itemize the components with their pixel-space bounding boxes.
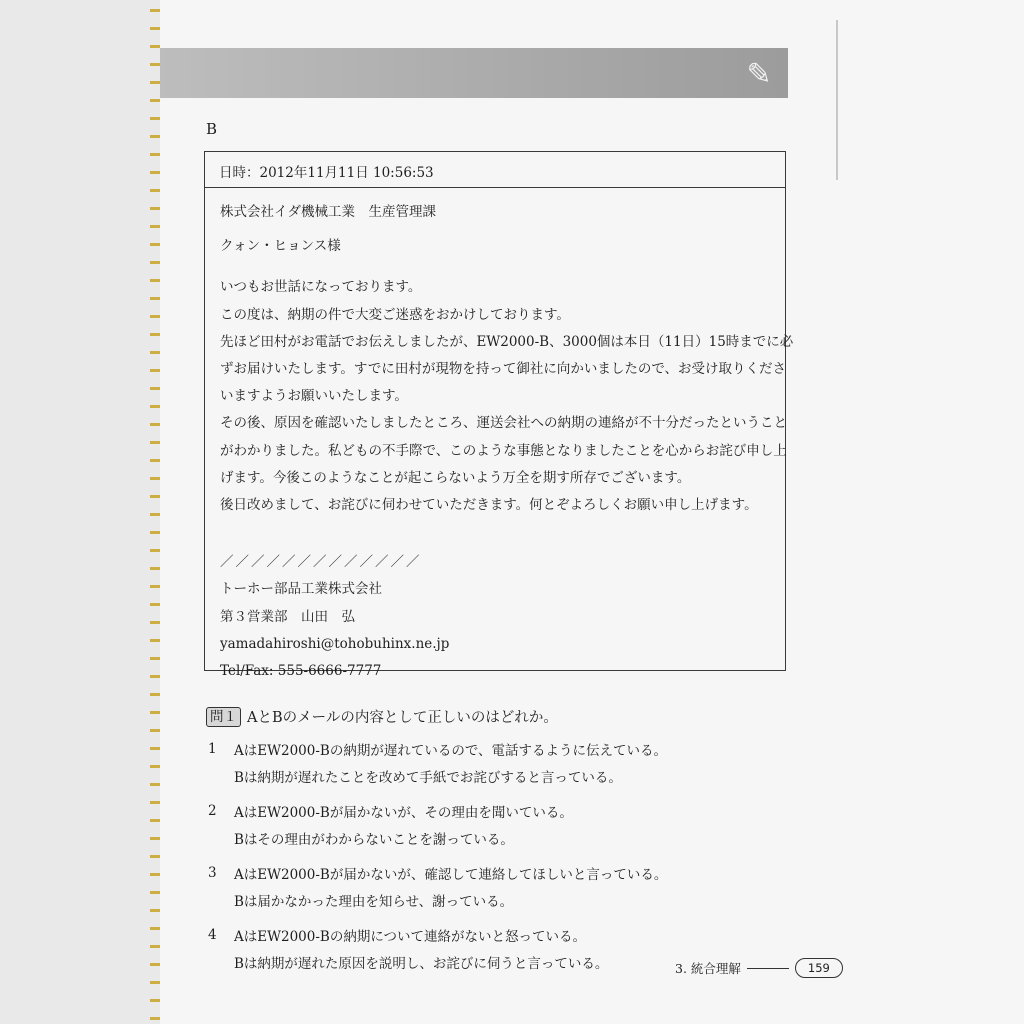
option-a-text: AはEW2000-Bの納期について連絡がないと怒っている。 <box>234 928 587 945</box>
option-a-text: AはEW2000-Bが届かないが、確認して連絡してほしいと言っている。 <box>234 866 668 883</box>
signature-tel-fax: Tel/Fax: 555-6666-7777 <box>220 663 382 680</box>
recipient-name: クォン・ヒョンス様 <box>220 238 341 255</box>
question <box>206 706 558 727</box>
option-b-text: Bは納期が遅れたことを改めて手紙でお詫びすると言っている。 <box>234 769 622 786</box>
option-number: 2 <box>208 802 217 819</box>
body-line: いつもお世話になっております。 <box>220 279 422 296</box>
body-line: いますようお願いいたします。 <box>220 388 408 405</box>
chapter-label: 3. 統合理解 <box>675 961 741 976</box>
page-number: 159 <box>795 958 843 978</box>
page-edge-line <box>836 20 838 180</box>
option-b-text: Bはその理由がわからないことを謝っている。 <box>234 831 514 848</box>
header-band <box>160 48 788 98</box>
body-line: 後日改めまして、お詫びに伺わせていただきます。何とぞよろしくお願い申し上げます。 <box>220 497 758 514</box>
signature-separator: ／／／／／／／／／／／／／ <box>220 554 422 571</box>
option-a-text: AはEW2000-Bの納期が遅れているので、電話するように伝えている。 <box>234 742 668 759</box>
pen-nib-icon: ✎ <box>746 56 772 92</box>
option-2 <box>208 797 667 851</box>
body-line: がわかりました。私どもの不手際で、このような事態となりましたことを心からお詫び申し上 <box>220 442 787 459</box>
email-box <box>204 151 794 680</box>
options-list <box>208 735 667 983</box>
body-line: ずお届けいたします。すでに田村が現物を持って御社に向かいましたので、お受け取りくださ <box>220 361 787 378</box>
signature-company: トーホー部品工業株式会社 <box>220 581 382 598</box>
option-3 <box>208 859 667 913</box>
body-line: 先ほど田村がお電話でお伝えしましたが、EW2000-B、3000個は本日（11日）15時までに必 <box>220 333 794 350</box>
page-footer <box>675 958 843 978</box>
option-number: 1 <box>208 740 217 757</box>
footer-rule <box>747 968 789 969</box>
body-line: げます。今後このようなことが起こらないよう万全を期す所存でございます。 <box>220 469 691 486</box>
body-line: その後、原因を確認いたしましたところ、運送会社への納期の連絡が不十分だったということ <box>220 415 787 432</box>
signature-department: 第３営業部 山田 弘 <box>220 608 355 625</box>
question-text: AとBのメールの内容として正しいのはどれか。 <box>247 710 558 726</box>
question-label: 問１ <box>206 707 241 727</box>
email-date: 日時：2012年11月11日 10:56:53 <box>205 152 785 188</box>
signature-email: yamadahiroshi@tohobuhinx.ne.jp <box>220 635 450 652</box>
body-line: この度は、納期の件で大変ご迷惑をおかけしております。 <box>220 306 570 323</box>
option-b-text: Bは届かなかった理由を知らせ、謝っている。 <box>234 893 514 910</box>
option-number: 3 <box>208 864 217 881</box>
section-label: B <box>206 120 218 138</box>
option-a-text: AはEW2000-Bが届かないが、その理由を聞いている。 <box>234 804 573 821</box>
option-b-text: Bは納期が遅れた原因を説明し、お詫びに伺うと言っている。 <box>234 955 609 972</box>
option-4 <box>208 921 667 975</box>
option-number: 4 <box>208 926 217 943</box>
email-body <box>220 199 794 685</box>
recipient-company: 株式会社イダ機械工業 生産管理課 <box>220 204 436 220</box>
option-1 <box>208 735 667 789</box>
